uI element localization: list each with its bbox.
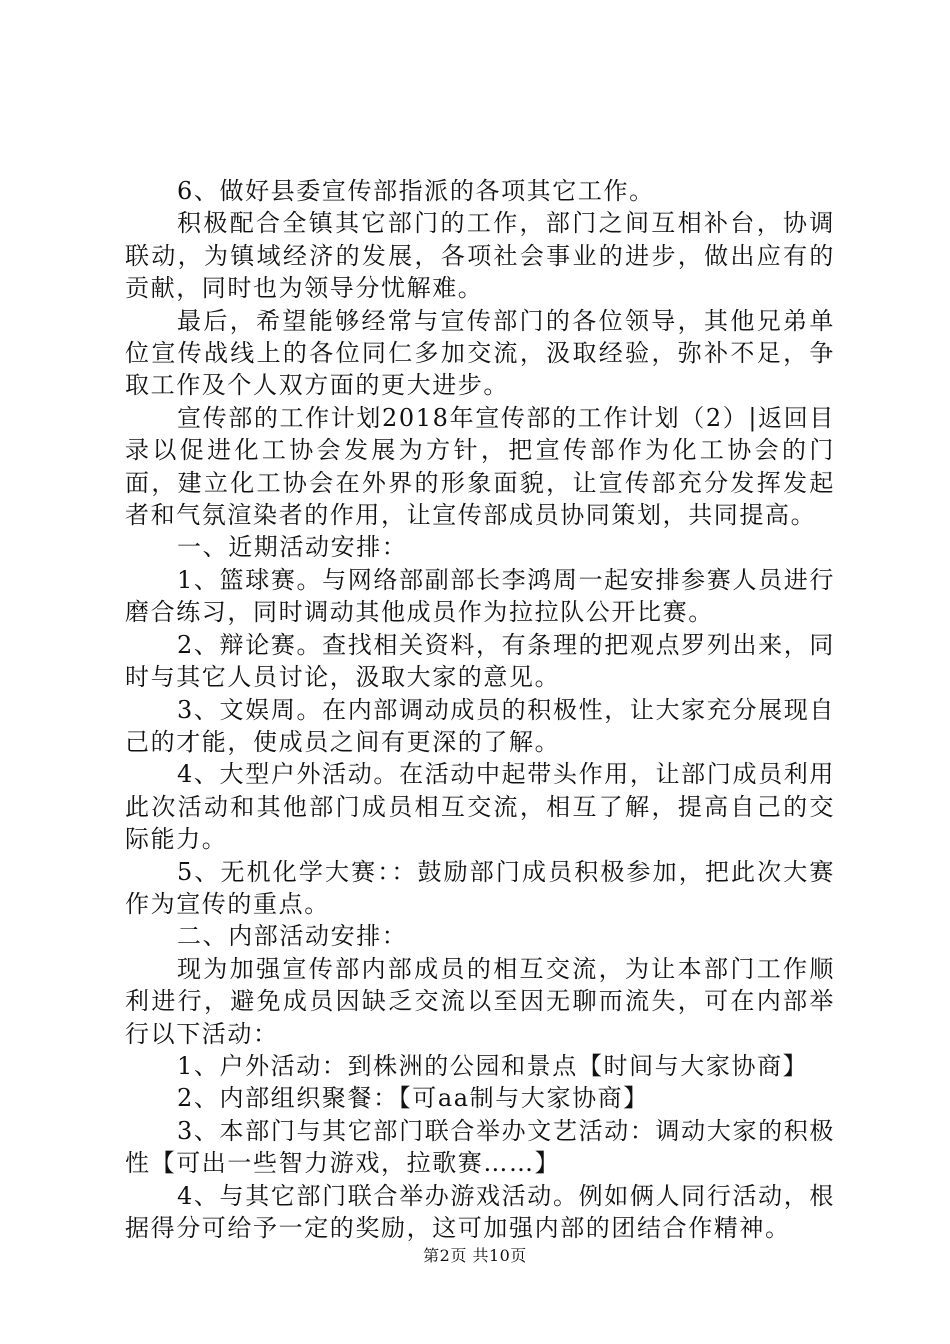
paragraph-closing: 最后，希望能够经常与宣传部门的各位领导，其他兄弟单位宣传战线上的各位同仁多加交流，汲取经验，弥补不足，争取工作及个人双方面的更大进步。 — [125, 306, 835, 400]
paragraph-debate: 2、辩论赛。查找相关资料，有条理的把观点罗列出来，同时与其它人员讨论，汲取大家的意见。 — [125, 630, 835, 692]
paragraph-outdoor-event: 4、大型户外活动。在活动中起带头作用，让部门成员利用此次活动和其他部门成员相互交流，相互了解，提高自己的交际能力。 — [125, 760, 835, 854]
paragraph-joint-arts: 3、本部门与其它部门联合举办文艺活动：调动大家的积极性【可出一些智力游戏，拉歌赛……】 — [125, 1116, 835, 1178]
paragraph-plan-intro: 宣传部的工作计划2018年宣传部的工作计划（2）|返回目录以促进化工协会发展为方针，把宣传部作为化工协会的门面，建立化工协会在外界的形象面貌，让宣传部充分发挥发起者和气氛渲染者的作用，让宣传部成员协同策划，共同提高。 — [125, 403, 835, 530]
paragraph-cooperation: 积极配合全镇其它部门的工作，部门之间互相补台，协调联动，为镇域经济的发展，各项社会事业的进步，做出应有的贡献，同时也为领导分忧解难。 — [125, 209, 835, 303]
paragraph-basketball: 1、篮球赛。与网络部副部长李鸿周一起安排参赛人员进行磨合练习，同时调动其他成员作为拉拉队公开比赛。 — [125, 565, 835, 627]
document-body — [125, 175, 835, 1244]
paragraph-joint-games: 4、与其它部门联合举办游戏活动。例如俩人同行活动，根据得分可给予一定的奖励，这可加强内部的团结合作精神。 — [125, 1181, 835, 1242]
section-heading-internal-activities: 二、内部活动安排： — [177, 922, 408, 951]
page-number-footer: 第2页 共10页 — [423, 1246, 527, 1265]
paragraph-culture-week: 3、文娱周。在内部调动成员的积极性，让大家充分展现自己的才能，使成员之间有更深的了解。 — [125, 695, 835, 756]
paragraph-chemistry-contest: 5、无机化学大赛：：鼓励部门成员积极参加，把此次大赛作为宣传的重点。 — [125, 857, 835, 918]
paragraph-internal-intro: 现为加强宣传部内部成员的相互交流，为让本部门工作顺利进行，避免成员因缺乏交流以至因无聊而流失，可在内部举行以下活动： — [125, 954, 835, 1048]
paragraph-item-6: 6、做好县委宣传部指派的各项其它工作。 — [177, 177, 655, 205]
paragraph-internal-outdoor: 1、户外活动：到株洲的公园和景点【时间与大家协商】 — [177, 1051, 809, 1080]
section-heading-recent-activities: 一、近期活动安排： — [177, 533, 408, 562]
paragraph-internal-dinner: 2、内部组织聚餐：【可aa制与大家协商】 — [177, 1084, 649, 1113]
